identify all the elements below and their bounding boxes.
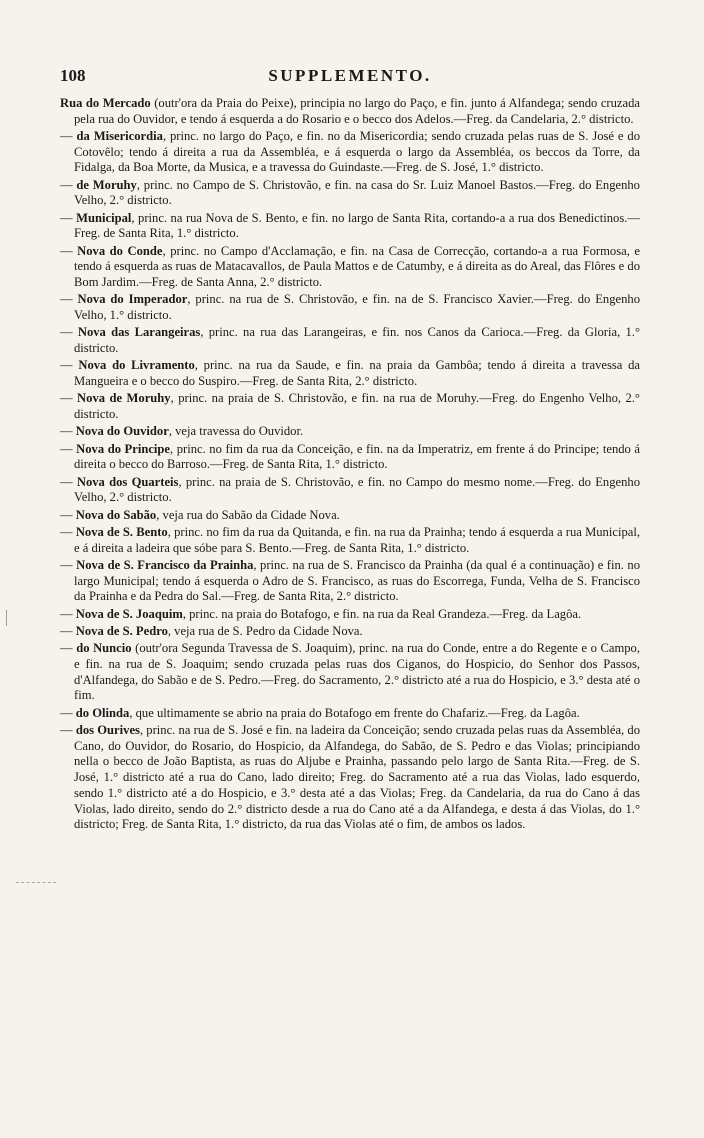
scan-artifact (16, 882, 56, 883)
street-name: do Olinda (75, 705, 130, 720)
street-description: , princ. no fim da rua da Conceição, e fin. na da Imperatriz, em frente á do Principe; tendo á direita o becco do Barroso.—Freg. de Santa Rita, 1.° districto. (74, 441, 640, 472)
street-description: , princ. na rua de S. Francisco da Prainha (da qual é a continuação) e fin. no largo Municipal; tendo á esquerda o Adro de S. Francisco, as ruas do Escorrega, Funda, Velha de S. Francisco da Prainha e da Pedra do Sal.—Freg. de Santa Rita, 2.° districto. (74, 558, 640, 604)
street-name: Nova de S. Bento (75, 525, 168, 539)
scan-artifact (6, 610, 7, 626)
street-entry: — Nova do Principe, princ. no fim da rua da Conceição, e fin. na da Imperatriz, em frente á do Principe; tendo á direita o becco do Barroso.—Freg. de Santa Rita, 1.° districto. (60, 441, 640, 472)
street-description: , princ. na praia de S. Christovão, e fin. no Campo do mesmo nome.—Freg. do Engenho Velho, 2.° districto. (74, 474, 640, 505)
street-name: do Nuncio (76, 641, 132, 656)
street-entry: — Municipal, princ. na rua Nova de S. Bento, e fin. no largo de Santa Rita, cortando-a a rua dos Benedictinos.—Freg. de Santa Rita, 1.° districto. (60, 210, 640, 241)
street-entry: — Nova do Imperador, princ. na rua de S. Christovão, e fin. na de S. Francisco Xavier.—Freg. do Engenho Velho, 1.° districto. (60, 292, 640, 323)
street-entry: — do Olinda, que ultimamente se abrio na praia do Botafogo em frente do Chafariz.—Freg. da Lagôa. (60, 705, 580, 720)
street-entry: — dos Ourives, princ. na rua de S. José e fin. na ladeira da Conceição; sendo cruzada pelas ruas da Assembléa, do Cano, do Ouvidor, do Rosario, do Hospicio, da Alfandega, do Sabão, de S. Pedro e das Violas; principiando nella o becco de João Baptista, as ruas do Aljube e Prainha, passando pelo largo de Santa Rita.—Freg. de S. José, 1.° districto até a rua do Cano, lado direito; Freg. do Sacramento até a rua das Violas, lado esquerdo, sendo 1.° districto até a do Hospicio, e 3.° desta até a das Violas; Freg. da Candelaria, da rua do Cano á das Violas, lado direito, sendo do 2.° districto desde a rua do Cano até a da Alfandega, e desta á das Violas, do 1.° districto; Freg. de Santa Rita, 1.° districto, da rua das Violas até o fim, de ambos os lados. (60, 723, 641, 832)
street-entry: — Nova de S. Francisco da Prainha, princ. na rua de S. Francisco da Prainha (da qual é a continuação) e fin. no largo Municipal; tendo á esquerda o Adro de S. Francisco, as ruas do Escorrega, Funda, Velha de S. Francisco da Prainha e da Pedra do Sal.—Freg. de Santa Rita, 2.° districto. (60, 558, 640, 604)
street-description: , princ. na praia de S. Christovão, e fin. na rua de Moruhy.—Freg. do Engenho Velho, 2.° districto. (74, 391, 640, 422)
street-entry: — do Nuncio (outr'ora Segunda Travessa de S. Joaquim), princ. na rua do Conde, entre a do Regente e o Campo, e fin. na rua de S. Joaquim; sendo cruzada pelas ruas dos Ciganos, do Hospicio, do Senhor dos Passos, d'Alfandega, do Sabão e de S. Pedro.—Freg. do Sacramento, 2.° districto até a rua do Hospicio, e 3.° desta até o fim. (60, 641, 640, 703)
street-name: Nova do Principe (76, 441, 171, 456)
running-title: SUPPLEMENTO. (268, 66, 432, 85)
street-name: Nova de S. Francisco da Prainha (76, 558, 254, 572)
street-description: , veja travessa do Ouvidor. (168, 424, 304, 439)
street-entry: — Nova do Sabão, veja rua do Sabão da Cidade Nova. (60, 507, 340, 522)
street-name: Nova de Moruhy (77, 391, 171, 406)
street-name: Nova do Ouvidor (75, 424, 169, 439)
street-entry: — Nova do Conde, princ. no Campo d'Acclamação, e fin. na Casa de Correcção, cortando-a a rua Formosa, e tendo á esquerda as ruas de Matacavallos, de Paula Mattos e de Catumby, e á direita as do Areal, das Flôres e do Bom Jardim.—Freg. de Santa Anna, 2.° districto. (60, 243, 640, 290)
street-name: Rua do Mercado (60, 96, 151, 110)
street-entry: — Nova de S. Joaquim, princ. na praia do Botafogo, e fin. na rua da Real Grandeza.—Freg. da Lagôa. (60, 606, 582, 621)
page-number: 108 (60, 66, 86, 85)
street-description: , princ. na rua Nova de S. Bento, e fin. no largo de Santa Rita, cortando-a a rua dos Benedictinos.—Freg. de Santa Rita, 1.° districto. (74, 210, 640, 241)
street-description: , princ. no fim da rua da Quitanda, e fin. na rua da Prainha; tendo á esquerda a rua Municipal, e á direita a ladeira que sóbe para S. Bento.—Freg. de Santa Rita, 1.° districto. (74, 525, 640, 555)
street-name: Nova do Conde (77, 243, 163, 258)
page-header (60, 66, 640, 88)
street-description: , que ultimamente se abrio na praia do Botafogo em frente do Chafariz.—Freg. da Lagôa. (129, 705, 580, 720)
street-description: , princ. na rua de S. Christovão, e fin. na de S. Francisco Xavier.—Freg. do Engenho Velho, 1.° districto. (74, 292, 640, 323)
street-entry: — Nova do Ouvidor, veja travessa do Ouvidor. (60, 424, 304, 439)
street-description: , princ. no Campo de S. Christovão, e fin. na casa do Sr. Luiz Manoel Bastos.—Freg. do Engenho Velho, 2.° districto. (74, 177, 640, 208)
street-entry (60, 96, 640, 127)
street-description: , princ. na rua de S. José e fin. na ladeira da Conceição; sendo cruzada pelas ruas da Assembléa, do Cano, do Ouvidor, do Rosario, do Hospicio, da Alfandega, do Sabão, de S. Pedro e das Violas; principiando nella o becco de João Baptista, as ruas do Aljube e Prainha, passando pelo largo de Santa Rita.—Freg. de S. José, 1.° districto até a rua do Cano, lado direito; Freg. do Sacramento até a rua das Violas, lado esquerdo, sendo 1.° districto até a do Hospicio, e 3.° desta até a das Violas; Freg. da Candelaria, da rua do Cano á das Violas, lado direito, sendo do 2.° districto desde a rua do Cano até a da Alfandega, e desta á das Violas, do 1.° districto; Freg. de Santa Rita, 1.° districto, da rua das Violas até o fim, de ambos os lados. (74, 723, 641, 832)
street-name: Nova de S. Joaquim (75, 606, 183, 621)
street-name: Nova do Sabão (75, 507, 157, 522)
street-description: , princ. no Campo d'Acclamação, e fin. na Casa de Correcção, cortando-a a rua Formosa, e tendo á esquerda as ruas de Matacavallos, de Paula Mattos e de Catumby, e á direita as do Areal, das Flôres e do Bom Jardim.—Freg. de Santa Anna, 2.° districto. (74, 243, 640, 290)
street-name: da Misericordia (76, 129, 163, 143)
street-name: Nova do Livramento (78, 358, 195, 373)
street-description: (outr'ora da Praia do Peixe), principia no largo do Paço, e fin. junto á Alfandega; sendo cruzada pela rua do Ouvidor, e tendo á esquerda a do Rosario e o becco dos Adelos.—Freg. da Candelaria, 2.° districto. (74, 96, 640, 126)
street-name: Nova dos Quarteis (76, 474, 179, 489)
street-entry: — Nova das Larangeiras, princ. na rua das Larangeiras, e fin. nos Canos da Carioca.—Freg. da Gloria, 1.° districto. (60, 325, 640, 356)
street-entry: — de Moruhy, princ. no Campo de S. Christovão, e fin. na casa do Sr. Luiz Manoel Bastos.—Freg. do Engenho Velho, 2.° districto. (60, 177, 640, 208)
street-name: Nova do Imperador (77, 292, 188, 307)
street-name: Nova de S. Pedro (75, 624, 168, 638)
street-description: , princ. no largo do Paço, e fin. no da Misericordia; sendo cruzada pelas ruas de S. José e do Cotovêlo; tendo á direita a rua da Assembléa, e á esquerda o largo da Assembléa, os beccos da Torre, da Fidalga, da Boa Morte, da Musica, e a travessa do Guindaste.—Freg. de S. José, 1.° districto. (74, 129, 640, 175)
street-name: Municipal (76, 210, 132, 225)
street-entry: — Nova de S. Pedro, veja rua de S. Pedro da Cidade Nova. (60, 624, 363, 638)
street-entry: — da Misericordia, princ. no largo do Paço, e fin. no da Misericordia; sendo cruzada pelas ruas de S. José e do Cotovêlo; tendo á direita a rua da Assembléa, e á esquerda o largo da Assembléa, os beccos da Torre, da Fidalga, da Boa Morte, da Musica, e a travessa do Guindaste.—Freg. de S. José, 1.° districto. (60, 129, 640, 175)
street-description: , princ. na praia do Botafogo, e fin. na rua da Real Grandeza.—Freg. da Lagôa. (182, 606, 582, 621)
street-entry: — Nova do Livramento, princ. na rua da Saude, e fin. na praia da Gambôa; tendo á direita a travessa da Mangueira e o becco do Suspiro.—Freg. de Santa Rita, 2.° districto. (60, 358, 640, 389)
street-description: , princ. na rua da Saude, e fin. na praia da Gambôa; tendo á direita a travessa da Mangueira e o becco do Suspiro.—Freg. de Santa Rita, 2.° districto. (74, 358, 640, 389)
street-description: (outr'ora Segunda Travessa de S. Joaquim), princ. na rua do Conde, entre a do Regente e o Campo, e fin. na rua de S. Joaquim; sendo cruzada pelas ruas dos Ciganos, do Hospicio, do Senhor dos Passos, d'Alfandega, do Sabão e de S. Pedro.—Freg. do Sacramento, 2.° districto até a rua do Hospicio, e 3.° desta até o fim. (74, 641, 640, 703)
street-name: dos Ourives (75, 723, 140, 737)
street-name: de Moruhy (76, 177, 137, 192)
street-entry: — Nova de Moruhy, princ. na praia de S. Christovão, e fin. na rua de Moruhy.—Freg. do Engenho Velho, 2.° districto. (60, 391, 640, 422)
street-entries (60, 96, 640, 835)
street-entry: — Nova dos Quarteis, princ. na praia de S. Christovão, e fin. no Campo do mesmo nome.—Freg. do Engenho Velho, 2.° districto. (60, 474, 640, 505)
street-description: , veja rua de S. Pedro da Cidade Nova. (167, 624, 363, 638)
street-entry: — Nova de S. Bento, princ. no fim da rua da Quitanda, e fin. na rua da Prainha; tendo á esquerda a rua Municipal, e á direita a ladeira que sóbe para S. Bento.—Freg. de Santa Rita, 1.° districto. (60, 525, 640, 555)
street-description: , princ. na rua das Larangeiras, e fin. nos Canos da Carioca.—Freg. da Gloria, 1.° districto. (74, 325, 640, 356)
street-name: Nova das Larangeiras (77, 325, 201, 340)
street-description: , veja rua do Sabão da Cidade Nova. (156, 507, 340, 522)
